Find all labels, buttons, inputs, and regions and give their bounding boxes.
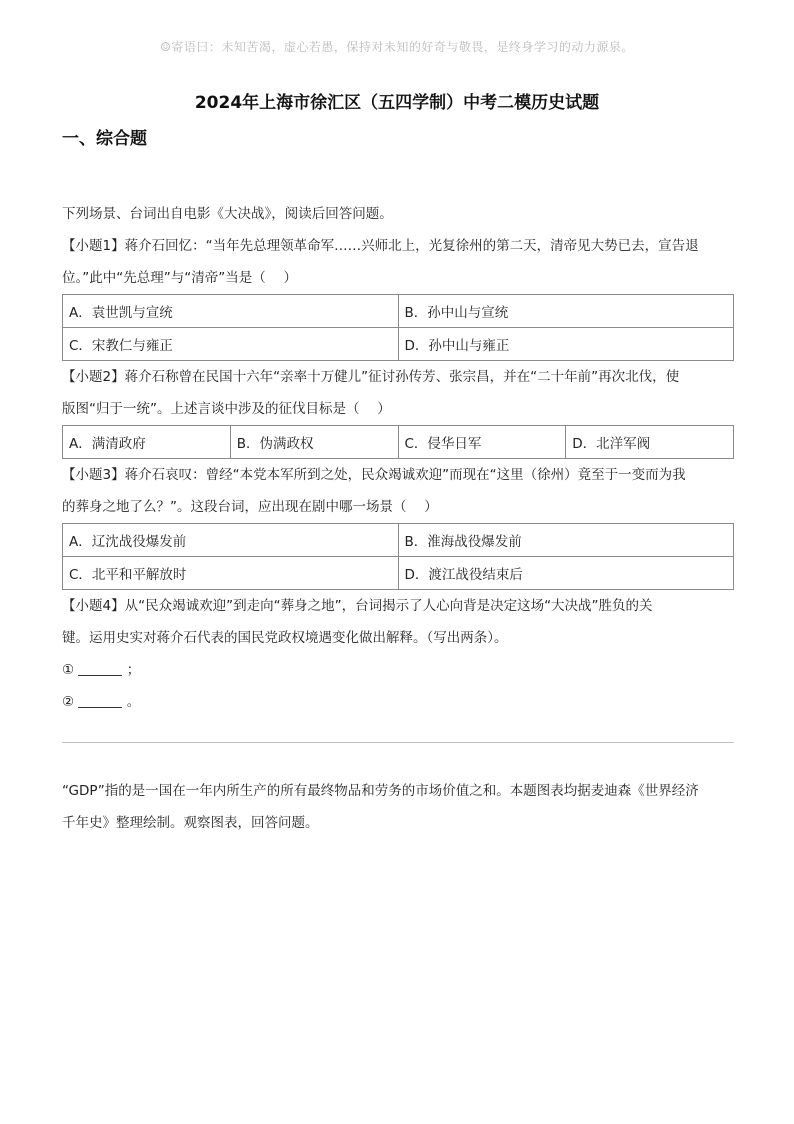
subquestion-2-line-2: 版图“归于一统”。上述言谈中涉及的征伐目标是（ ）: [62, 401, 391, 417]
subquestion-2-options: [62, 425, 734, 459]
subquestion-1-options: [62, 294, 734, 361]
option-d[interactable]: D．渡江战役结束后: [398, 557, 734, 590]
answer-blank-2: [62, 686, 734, 718]
option-d[interactable]: D．北洋军阀: [566, 426, 734, 459]
option-b[interactable]: B．伪满政权: [230, 426, 398, 459]
question-2-line-1: “GDP”指的是一国在一年内所生产的所有最终物品和劳务的市场价值之和。本题图表均据麦迪森《世界经济: [62, 783, 699, 799]
option-a[interactable]: A．满清政府: [63, 426, 231, 459]
subquestion-2-line-1: 【小题2】蒋介石称曾在民国十六年“亲率十万健儿”征讨孙传芳、张宗昌，并在“二十年前”再次北伐，使: [62, 369, 680, 385]
subquestion-4-line-2: 键。运用史实对蒋介石代表的国民党政权境遇变化做出解释。（写出两条）。: [62, 630, 508, 646]
question-intro: 下列场景、台词出自电影《大决战》，阅读后回答问题。: [62, 206, 393, 222]
option-a[interactable]: A．袁世凯与宣统: [63, 295, 399, 328]
question-divider: [62, 742, 734, 743]
option-c[interactable]: C．北平和平解放时: [63, 557, 399, 590]
subquestion-1-line-1: 【小题1】蒋介石回忆：“当年先总理领革命军……兴师北上，光复徐州的第二天，清帝见大势已去，宣告退: [62, 238, 699, 254]
subquestion-3-line-1: 【小题3】蒋介石哀叹：曾经“本党本军所到之处，民众竭诚欢迎”而现在“这里（徐州）竟至于一变而为我: [62, 467, 686, 483]
blank-1-end: ；: [126, 662, 141, 678]
section-heading: 一、综合题: [62, 129, 147, 149]
option-d[interactable]: D．孙中山与雍正: [398, 328, 734, 361]
option-b[interactable]: B．孙中山与宣统: [398, 295, 734, 328]
subquestion-3-options: [62, 523, 734, 590]
subquestion-3-line-2: 的葬身之地了么？”。这段台词，应出现在剧中哪一场景（ ）: [62, 499, 438, 515]
subquestion-4-line-1: 【小题4】从“民众竭诚欢迎”到走向“葬身之地”，台词揭示了人心向背是决定这场“大决战”胜负的关: [62, 598, 653, 614]
blank-2-mark: ②: [62, 694, 75, 710]
blank-1-mark: ①: [62, 662, 75, 678]
question-content: [62, 198, 734, 839]
page-title: 2024年上海市徐汇区（五四学制）中考二模历史试题: [194, 93, 600, 113]
option-a[interactable]: A．辽沈战役爆发前: [63, 524, 399, 557]
subquestion-1-line-2: 位。”此中“先总理”与“清帝”当是（ ）: [62, 270, 298, 286]
option-b[interactable]: B．淮海战役爆发前: [398, 524, 734, 557]
blank-1-line[interactable]: [78, 661, 122, 676]
question-2-line-2: 千年史》整理绘制。观察图表，回答问题。: [62, 815, 319, 831]
option-c[interactable]: C．侵华日军: [398, 426, 566, 459]
blank-2-line[interactable]: [78, 693, 122, 708]
blank-2-end: 。: [126, 694, 141, 710]
header-motto: ☺寄语曰：未知苦渴，虚心若愚，保持对未知的好奇与敬畏，是终身学习的动力源泉。: [160, 40, 634, 54]
option-c[interactable]: C．宋教仁与雍正: [63, 328, 399, 361]
answer-blank-1: [62, 654, 734, 686]
